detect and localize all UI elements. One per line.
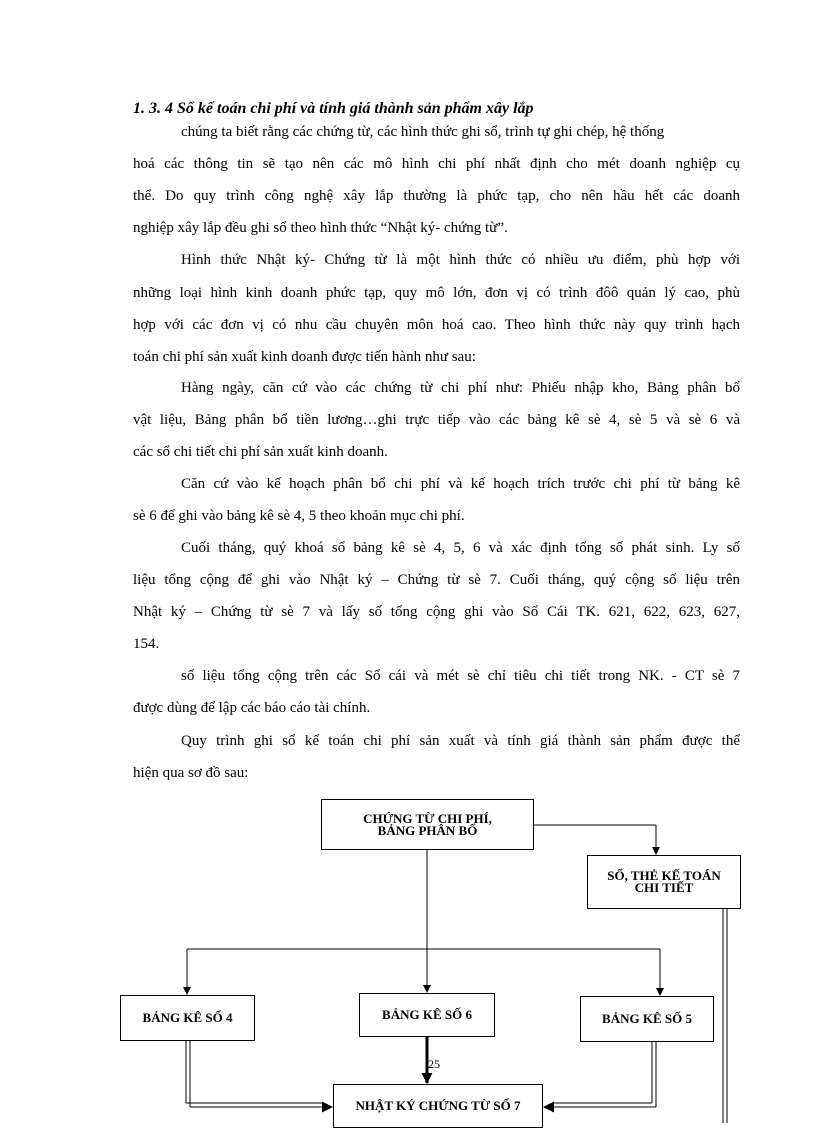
text-line: Hình thức Nhật ký- Chứng từ là một hình thức có nhiều ưu điểm, phù hợp với — [181, 252, 740, 268]
text-line: sè 6 để ghi vào bảng kê sè 4, 5 theo khoản mục chi phí. — [133, 508, 465, 524]
box-chung-tu-chi-phi — [321, 799, 534, 850]
text-line: Căn cứ vào kế hoạch phân bổ chi phí và kế hoạch trích trước chi phí từ bảng kê — [181, 476, 740, 492]
box-label: CHỨNG TỪ CHI PHÍ, — [363, 810, 492, 826]
text-line: Nhật ký – Chứng từ sè 7 và lấy số tổng cộng ghi vào Sổ Cái TK. 621, 622, 623, 627, — [133, 604, 740, 620]
text-line: toán chi phí sản xuất kinh doanh được tiến hành như sau: — [133, 349, 476, 365]
box-bang-ke-so-5: BẢNG KÊ SỐ 5 — [580, 996, 714, 1042]
text-line: hoá các thông tin sẽ tạo nên các mô hình chi phí nhất định cho mét doanh nghiệp cụ — [133, 156, 740, 172]
text-line: những loại hình kinh doanh phức tạp, quy mô lớn, đơn vị có trình đôô quản lý cao, phù — [133, 285, 740, 301]
text-line: Hàng ngày, căn cứ vào các chứng từ chi phí như: Phiếu nhập kho, Bảng phân bổ — [181, 380, 740, 396]
text-line: thể. Do quy trình công nghệ xây lắp thường là phức tạp, cho nên hầu hết các doanh — [133, 188, 740, 204]
text-line: số liệu tổng cộng trên các Sổ cái và mét sè chỉ tiêu chi tiết trong NK. - CT sè 7 — [181, 668, 740, 684]
box-bang-ke-so-6: BẢNG KÊ SỐ 6 — [359, 993, 495, 1037]
text-line: các sổ chi tiết chi phí sản xuất kinh doanh. — [133, 444, 388, 460]
page-number: 25 — [428, 1057, 440, 1071]
text-line: hiện qua sơ đồ sau: — [133, 765, 249, 781]
box-so-the-ke-toan — [587, 855, 741, 909]
box-label: SỔ, THẺ KẾ TOÁN — [607, 868, 721, 883]
text-line: chúng ta biết rằng các chứng từ, các hình thức ghi sổ, trình tự ghi chép, hệ thống — [181, 124, 665, 140]
text-line: Quy trình ghi sổ kế toán chi phí sản xuất và tính giá thành sản phẩm được thể — [181, 733, 740, 749]
box-label: BẢNG PHÂN BỔ — [377, 822, 478, 838]
section-heading: 1. 3. 4 Sổ kế toán chi phí và tính giá thành sản phẩm xây lắp — [133, 100, 534, 117]
text-line: hợp với các đơn vị có nhu cầu chuyên môn hoá cao. Theo hình thức này quy trình hạch — [133, 317, 740, 333]
text-line: Cuối tháng, quý khoá sổ bảng kê sè 4, 5, 6 và xác định tổng số phát sinh. Ly số — [181, 540, 740, 556]
text-line: 154. — [133, 636, 160, 652]
box-bang-ke-so-4: BẢNG KÊ SỐ 4 — [120, 995, 255, 1041]
text-line: nghiệp xây lắp đều ghi sổ theo hình thức “Nhật ký- chứng từ”. — [133, 220, 508, 236]
text-line: được dùng để lập các báo cáo tài chính. — [133, 700, 371, 716]
text-line: liệu tổng cộng để ghi vào Nhật ký – Chứng từ sè 7. Cuối tháng, quý cộng số liệu trên — [133, 572, 740, 588]
text-line: vật liệu, Bảng phân bổ tiền lương…ghi trực tiếp vào các bảng kê sè 4, sè 5 và sè 6 và — [133, 412, 740, 428]
box-label: CHI TIẾT — [634, 880, 694, 895]
box-nhat-ky-chung-tu-so-7: NHẬT KÝ CHỨNG TỪ SỐ 7 — [333, 1084, 543, 1128]
